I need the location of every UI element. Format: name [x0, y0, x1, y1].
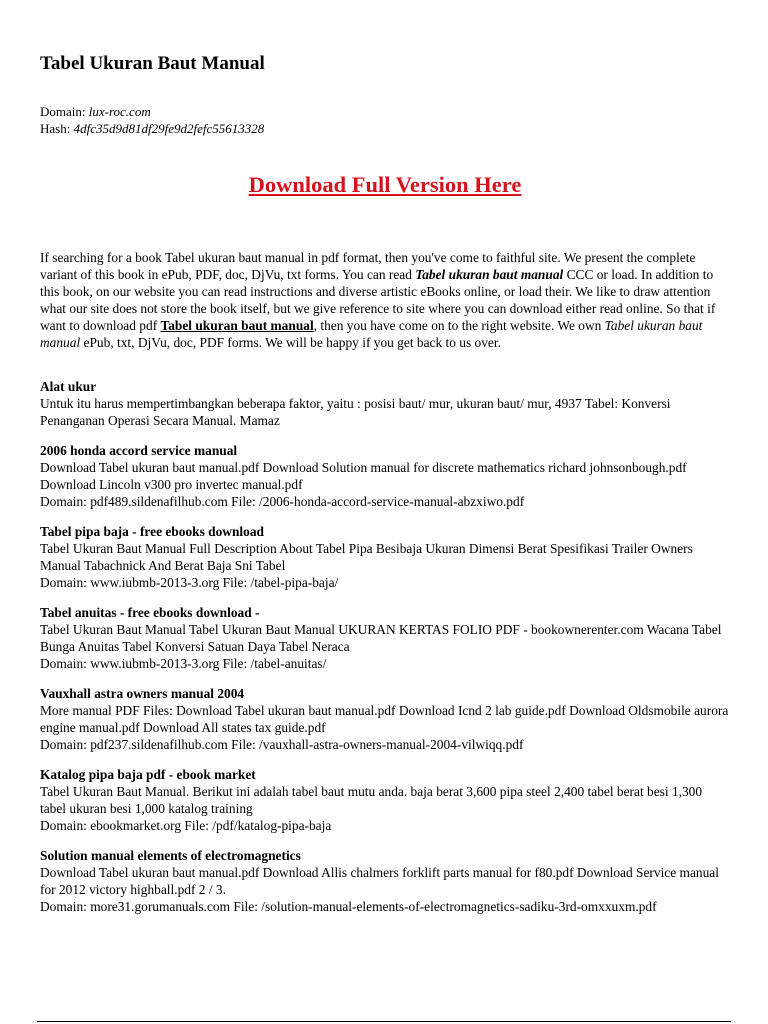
result-source: Domain: pdf489.sildenafilhub.com File: /2006-honda-accord-service-manual-abzxiwo.pdf: [40, 494, 525, 509]
intro-text-3: , then you have come on to the right website. We own: [313, 318, 605, 334]
intro-text-1: If searching for a book Tabel ukuran baut manual in pdf format, then you've come to faithful site. We present the complete variant of this book in ePub, PDF, doc, DjVu, txt forms. You can read: [40, 250, 696, 283]
hash-line: [40, 120, 264, 137]
intro-text-4: ePub, txt, DjVu, doc, PDF forms. We will be happy if you get back to us over.: [80, 335, 501, 351]
intro-book-title-link[interactable]: Tabel ukuran baut manual: [160, 318, 314, 334]
result-title: Katalog pipa baja pdf - ebook market: [40, 767, 256, 782]
document-meta: [40, 103, 264, 137]
result-item: [40, 766, 730, 834]
intro-book-title-bold-italic: Tabel ukuran baut manual: [415, 267, 564, 283]
result-source: Domain: more31.gorumanuals.com File: /solution-manual-elements-of-electromagnetics-sadiku-3rd-omxxuxm.pdf: [40, 899, 657, 914]
result-title: Tabel anuitas - free ebooks download -: [40, 605, 260, 620]
results-list: [40, 378, 730, 928]
result-title: Solution manual elements of electromagnetics: [40, 848, 301, 863]
result-snippet: Download Tabel ukuran baut manual.pdf Download Solution manual for discrete mathematics richard johnsonbough.pdf Download Lincoln v300 pro invertec manual.pdf: [40, 460, 687, 492]
intro-paragraph: [40, 249, 730, 351]
result-snippet: Tabel Ukuran Baut Manual Full Description About Tabel Pipa Besibaja Ukuran Dimensi Berat Spesifikasi Trailer Owners Manual Tabachnick And Berat Baja Sni Tabel: [40, 541, 693, 573]
download-full-version-link[interactable]: Download Full Version Here: [248, 172, 522, 197]
download-section: [40, 172, 730, 198]
result-source: Domain: www.iubmb-2013-3.org File: /tabel-pipa-baja/: [40, 575, 339, 590]
domain-value: lux-roc.com: [88, 104, 151, 119]
result-item: [40, 378, 730, 429]
result-source: Domain: www.iubmb-2013-3.org File: /tabel-anuitas/: [40, 656, 327, 671]
result-snippet: Untuk itu harus mempertimbangkan beberapa faktor, yaitu : posisi baut/ mur, ukuran baut/ mur, 4937 Tabel: Konversi Penanganan Operasi Secara Manual. Mamaz: [40, 396, 671, 428]
result-snippet: Download Tabel ukuran baut manual.pdf Download Allis chalmers forklift parts manual for f80.pdf Download Service manual for 2012 victory highball.pdf 2 / 3.: [40, 865, 719, 897]
result-title: 2006 honda accord service manual: [40, 443, 238, 458]
result-title: Vauxhall astra owners manual 2004: [40, 686, 245, 701]
result-snippet: More manual PDF Files: Download Tabel ukuran baut manual.pdf Download Icnd 2 lab guide.pdf Download Oldsmobile aurora engine manual.pdf Download All states tax guide.pdf: [40, 703, 729, 735]
result-title: Tabel pipa baja - free ebooks download: [40, 524, 264, 539]
result-item: [40, 847, 730, 915]
domain-line: [40, 103, 264, 120]
domain-label: Domain:: [40, 104, 86, 119]
intro-book-title-italic: Tabel ukuran baut manual: [40, 318, 703, 351]
result-item: [40, 523, 730, 591]
result-source: Domain: ebookmarket.org File: /pdf/katalog-pipa-baja: [40, 818, 332, 833]
hash-value: 4dfc35d9d81df29fe9d2fefc55613328: [73, 121, 265, 136]
result-item: [40, 604, 730, 672]
result-item: [40, 685, 730, 753]
result-title: Alat ukur: [40, 379, 97, 394]
footer-divider: [37, 1021, 731, 1022]
result-snippet: Tabel Ukuran Baut Manual Tabel Ukuran Baut Manual UKURAN KERTAS FOLIO PDF - bookownerenter.com Wacana Tabel Bunga Anuitas Tabel Konversi Satuan Daya Tabel Neraca: [40, 622, 722, 654]
page-title: Tabel Ukuran Baut Manual: [40, 53, 265, 74]
intro-text-2: CCC or load. In addition to this book, on our website you can read instructions and diverse artistic eBooks online, or load their. We like to draw attention what our site does not store the book itself, but we give reference to site where you can download either read online. So that if want to download pdf: [40, 267, 716, 334]
hash-label: Hash:: [40, 121, 71, 136]
result-snippet: Tabel Ukuran Baut Manual. Berikut ini adalah tabel baut mutu anda. baja berat 3,600 pipa steel 2,400 tabel berat besi 1,300 tabel ukuran besi 1,000 katalog training: [40, 784, 703, 816]
result-item: [40, 442, 730, 510]
result-source: Domain: pdf237.sildenafilhub.com File: /vauxhall-astra-owners-manual-2004-vilwiqq.pdf: [40, 737, 524, 752]
